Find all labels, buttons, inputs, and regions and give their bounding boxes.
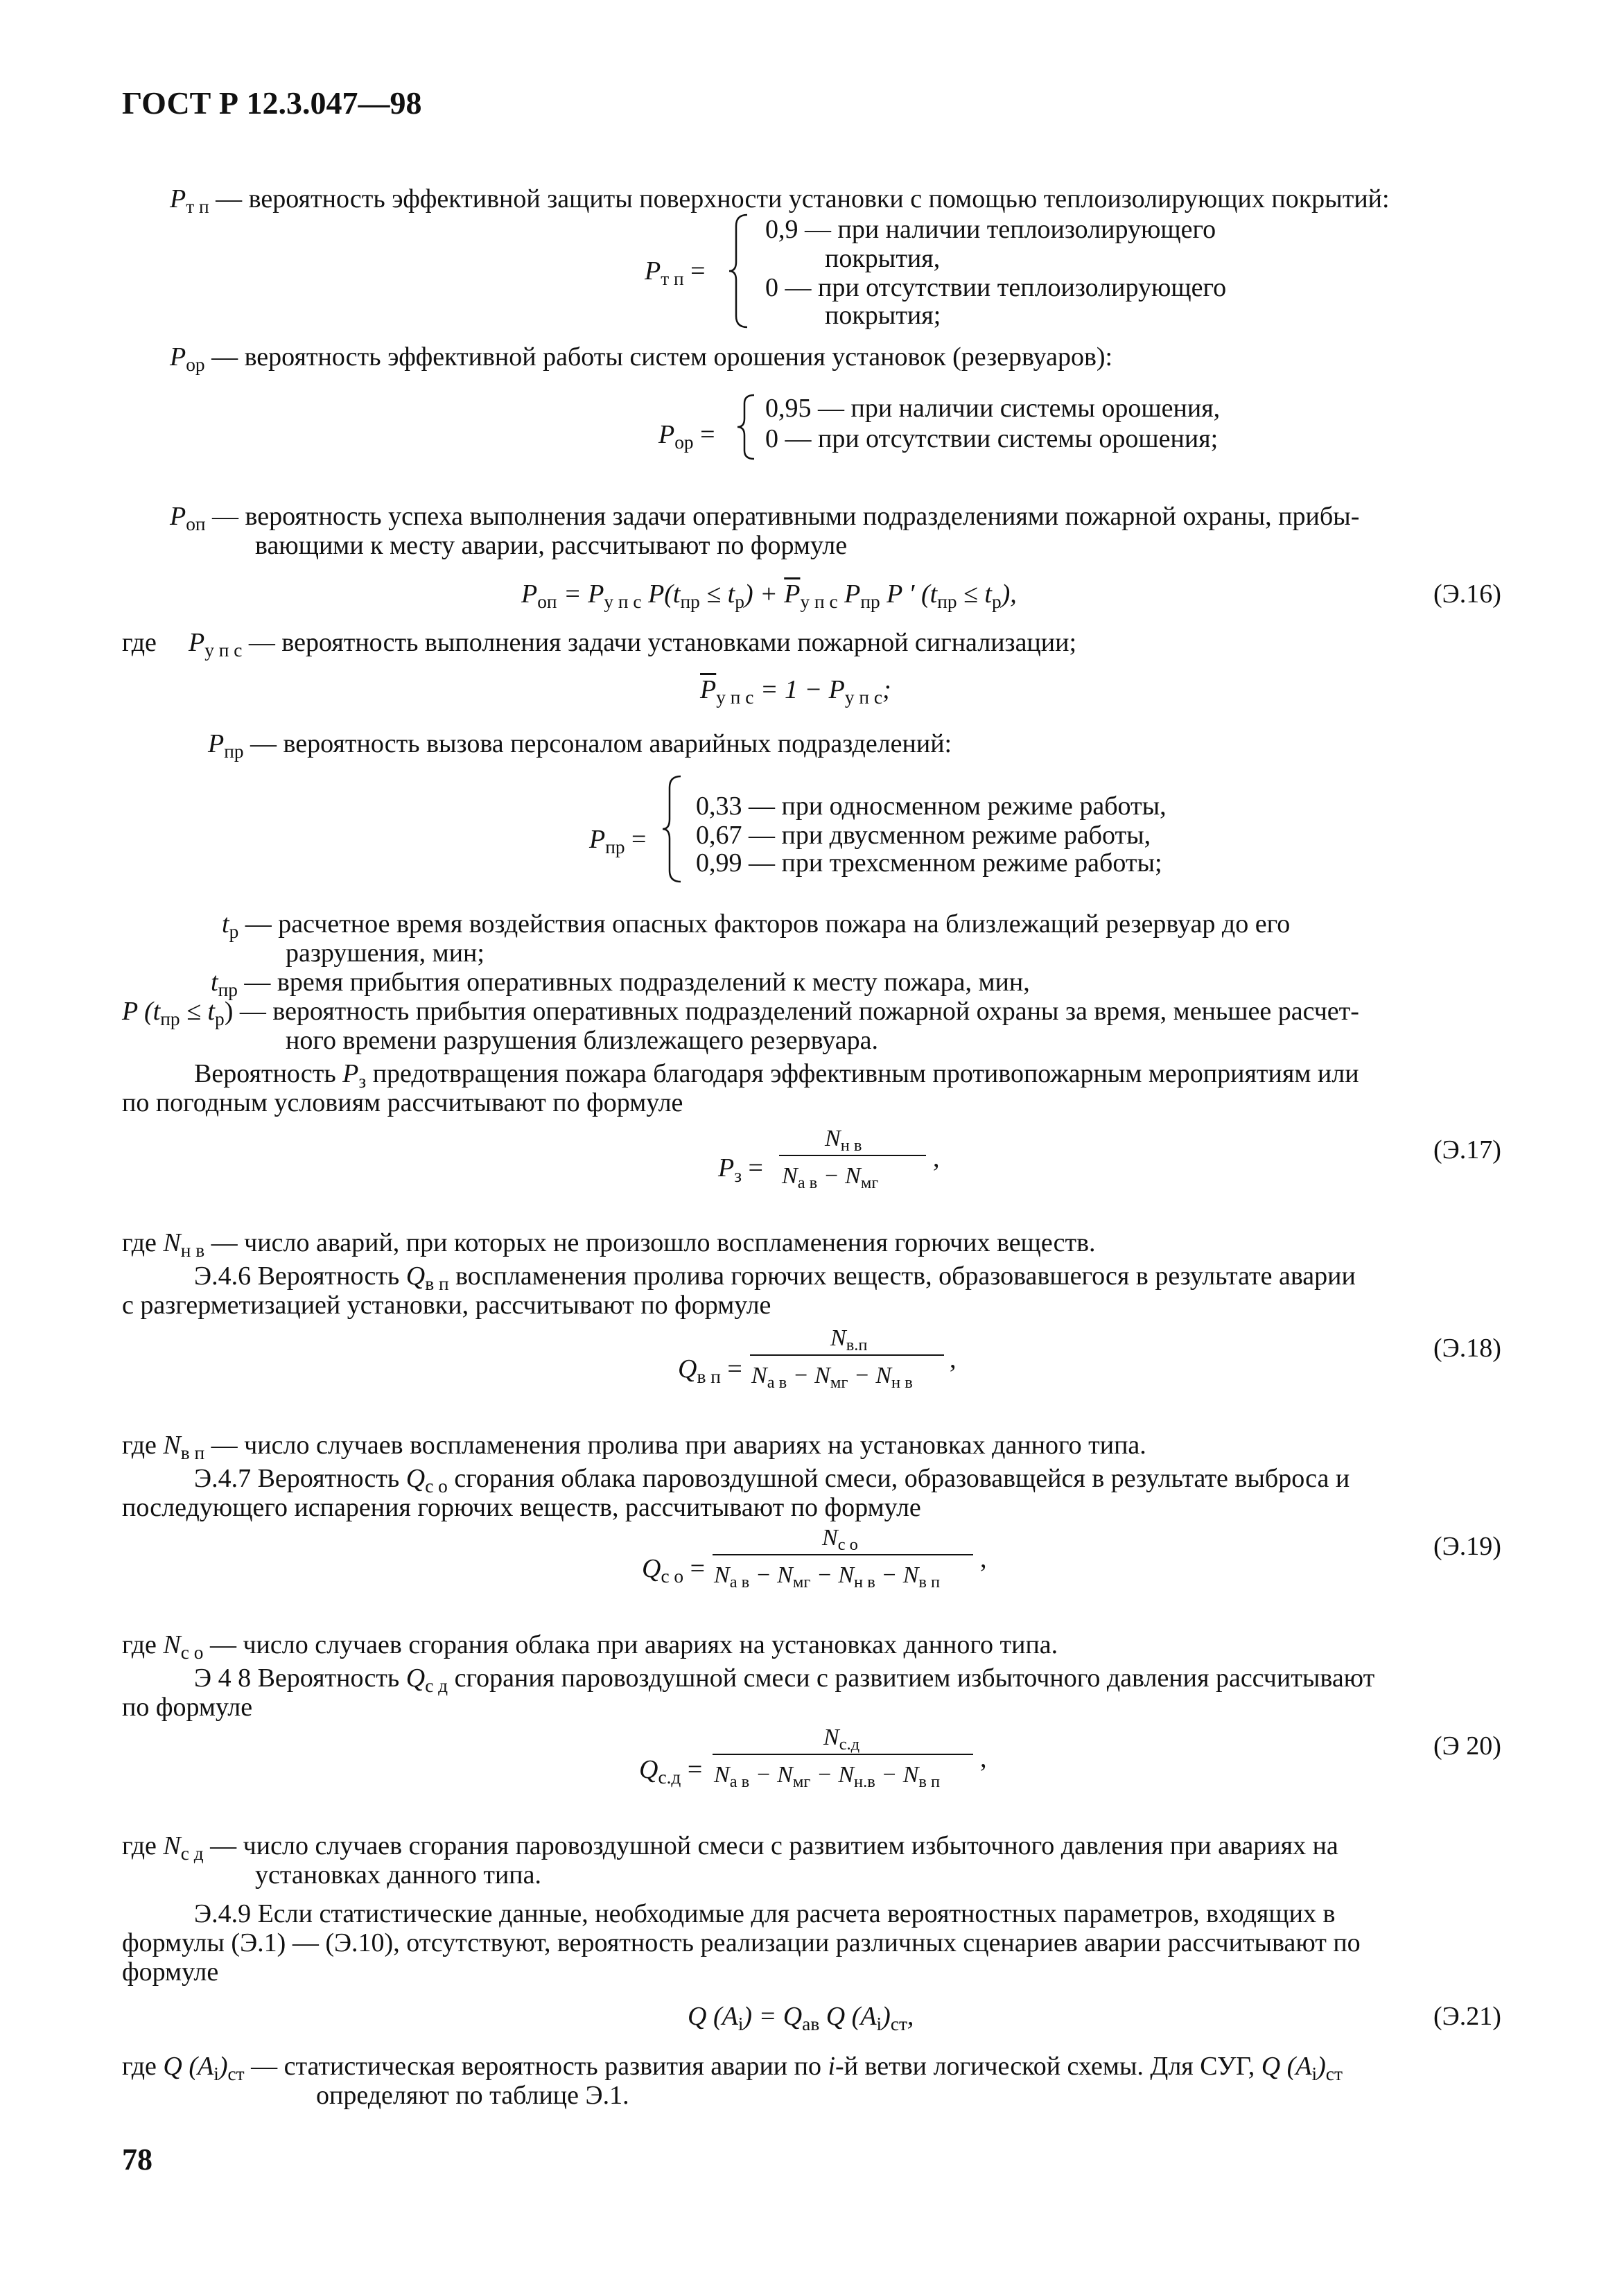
ptp-case1a: 0,9 — при наличии теплоизолирующего	[765, 215, 1216, 244]
formula-20-number: (Э 20)	[1433, 1731, 1501, 1761]
formula-17-comma: ,	[933, 1144, 940, 1173]
pups-bar-equation: $\overline{P}_{у п с} = 1 - P_{у п с}$;	[700, 675, 891, 708]
ptp-brace	[726, 212, 754, 330]
qa-line2: определяют по таблице Э.1.	[316, 2081, 629, 2110]
formula-19-number: (Э.19)	[1433, 1532, 1501, 1561]
tpr-line: $t_{пр}$ — время прибытия оперативных подразделений к месту пожара, мин,	[211, 968, 1030, 1000]
section-4-9-line1: Э.4.9 Если статистические данные, необходимые для расчета вероятностных параметров, входящих в	[194, 1899, 1336, 1928]
formula-17-fraction-bar	[779, 1155, 926, 1156]
section-4-8-line1: Э 4 8 Вероятность $Q_{с д}$ сгорания паровоздушной смеси с развитием избыточного давления рассчитывают	[194, 1664, 1375, 1696]
formula-19-lhs: $Q_{с о}$ =	[642, 1554, 706, 1587]
por-case1: 0,95 — при наличии системы орошения,	[765, 394, 1221, 423]
nhb-line: где $N_{н в}$ — число аварий, при которых не произошло воспламенения горючих веществ.	[122, 1228, 1096, 1261]
section-4-8-line2: по формуле	[122, 1693, 253, 1722]
formula-16: $P_{оп} = P_{у п с}$ $P(t_{пр} \le t_р) + \overline{P}_{у п с}$ $P_{пр}$ P ′ $(t_{пр} \le t_р)$,	[521, 579, 1017, 612]
formula-20-fraction-bar	[713, 1754, 973, 1755]
formula-20-numerator: $N_{с.д}$	[823, 1725, 860, 1754]
por-line: $P_{ор}$ — вероятность эффективной работы систем орошения установок (резервуаров):	[170, 342, 1113, 375]
ptp-case2b: покрытия;	[825, 301, 941, 330]
ncd-line2: установках данного типа.	[255, 1860, 541, 1890]
ptp-case2a: 0 — при отсутствии теплоизолирующего	[765, 273, 1227, 302]
formula-21: Q $(A_i) = Q_{ав}$ Q $(A_i)_{ст}$,	[688, 2002, 914, 2034]
formula-21-number: (Э.21)	[1433, 2002, 1501, 2031]
por-case2: 0 — при отсутствии системы орошения;	[765, 424, 1219, 453]
formula-18-number: (Э.18)	[1433, 1334, 1501, 1363]
gde-label-1: где	[122, 628, 157, 657]
formula-18-comma: ,	[950, 1345, 957, 1374]
formula-17-numerator: $N_{н в}$	[825, 1126, 862, 1155]
ppr-case2: 0,67 — при двусменном режиме работы,	[696, 821, 1151, 850]
por-equation-lhs: $P_{ор}$ =	[658, 420, 715, 453]
ppr-brace	[660, 774, 688, 884]
por-brace	[735, 392, 760, 462]
formula-19-numerator: $N_{с о}$	[822, 1525, 858, 1554]
formula-18-lhs: $Q_{в п}$ =	[678, 1354, 742, 1387]
p3-paragraph-line1: Вероятность $P_з$ предотвращения пожара благодаря эффективным противопожарным мероприятиям или	[194, 1059, 1359, 1092]
pt-line: P $(t_{пр} \le t_р)$ — вероятность прибытия оперативных подразделений пожарной охраны за время, меньшее расчет-	[122, 997, 1359, 1029]
section-4-7-line2: последующего испарения горючих веществ, рассчитывают по формуле	[122, 1493, 921, 1522]
nbp-line: где $N_{в п}$ — число случаев воспламенения пролива при авариях на установках данного типа.	[122, 1431, 1146, 1463]
ppr-line: $P_{пр}$ — вероятность вызова персоналом аварийных подразделений:	[208, 729, 952, 762]
formula-18-numerator: $N_{в.п}$	[830, 1325, 868, 1354]
tr-line: $t_р$ — расчетное время воздействия опасных факторов пожара на близлежащий резервуар до его	[222, 909, 1291, 942]
formula-20-lhs: $Q_{с.д}$ =	[639, 1755, 703, 1788]
formula-19-fraction-bar	[713, 1554, 973, 1555]
formula-20-comma: ,	[980, 1744, 987, 1773]
pop-line: $P_{оп}$ — вероятность успеха выполнения задачи оперативными подразделениями пожарной охраны, прибы-	[170, 502, 1360, 534]
tr-line2: разрушения, мин;	[286, 939, 484, 968]
formula-17-denominator: $N_{а в} - N_{мг}$	[782, 1163, 879, 1192]
formula-17-number: (Э.17)	[1433, 1135, 1501, 1164]
pups-line: $P_{у п с}$ — вероятность выполнения задачи установками пожарной сигнализации;	[189, 628, 1076, 661]
section-4-7-line1: Э.4.7 Вероятность $Q_{с о}$ сгорания облака паровоздушной смеси, образовавщейся в результате выброса и	[194, 1464, 1350, 1497]
ppr-equation-lhs: $P_{пр}$ =	[589, 825, 647, 857]
ptp-case1b: покрытия,	[825, 244, 941, 273]
pt-line2: ного времени разрушения близлежащего резервуара.	[286, 1026, 879, 1055]
ppr-case3: 0,99 — при трехсменном режиме работы;	[696, 848, 1162, 878]
formula-17-lhs: $P_з$ =	[718, 1153, 763, 1186]
formula-19-comma: ,	[980, 1544, 987, 1573]
section-4-6-line1: Э.4.6 Вероятность $Q_{в п}$ воспламенения пролива горючих веществ, образовавшегося в результате аварии	[194, 1262, 1356, 1294]
document-code-header: ГОСТ Р 12.3.047—98	[122, 85, 422, 121]
ptp-line: $P_{т п}$ — вероятность эффективной защиты поверхности установки с помощью теплоизолирующих покрытий:	[170, 184, 1390, 217]
pop-line2: вающими к месту аварии, рассчитывают по формуле	[255, 531, 848, 560]
formula-18-fraction-bar	[750, 1354, 944, 1356]
section-4-9-line2: формулы (Э.1) — (Э.10), отсутствуют, вероятность реализации различных сценариев аварии рассчитывают по	[122, 1928, 1361, 1957]
qa-line: где Q $(A_i)_{ст}$ — статистическая вероятность развития аварии по i-й ветви логической схемы. Для СУГ, Q $(A_i)_{ст}$	[122, 2052, 1343, 2084]
nco-line: где $N_{с о}$ — число случаев сгорания облака при авариях на установках данного типа.	[122, 1630, 1058, 1663]
section-4-6-line2: с разгерметизацией установки, рассчитывают по формуле	[122, 1291, 771, 1320]
ncd-line: где $N_{с д}$ — число случаев сгорания паровоздушной смеси с развитием избыточного давления при авариях на	[122, 1831, 1338, 1864]
formula-19-denominator: $N_{а в} - N_{мг} - N_{н в} - N_{в п}$	[714, 1562, 941, 1591]
p3-paragraph-line2: по погодным условиям рассчитывают по формуле	[122, 1088, 683, 1117]
ptp-equation-lhs: $P_{т п}$ =	[645, 256, 706, 289]
page-number: 78	[122, 2143, 152, 2176]
section-4-9-line3: формуле	[122, 1957, 219, 1987]
formula-18-denominator: $N_{а в} - N_{мг} - N_{н в}$	[751, 1363, 913, 1392]
formula-16-number: (Э.16)	[1433, 579, 1501, 609]
ppr-case1: 0,33 — при односменном режиме работы,	[696, 792, 1167, 821]
formula-20-denominator: $N_{а в} - N_{мг} - N_{н.в} - N_{в п}$	[714, 1762, 941, 1791]
